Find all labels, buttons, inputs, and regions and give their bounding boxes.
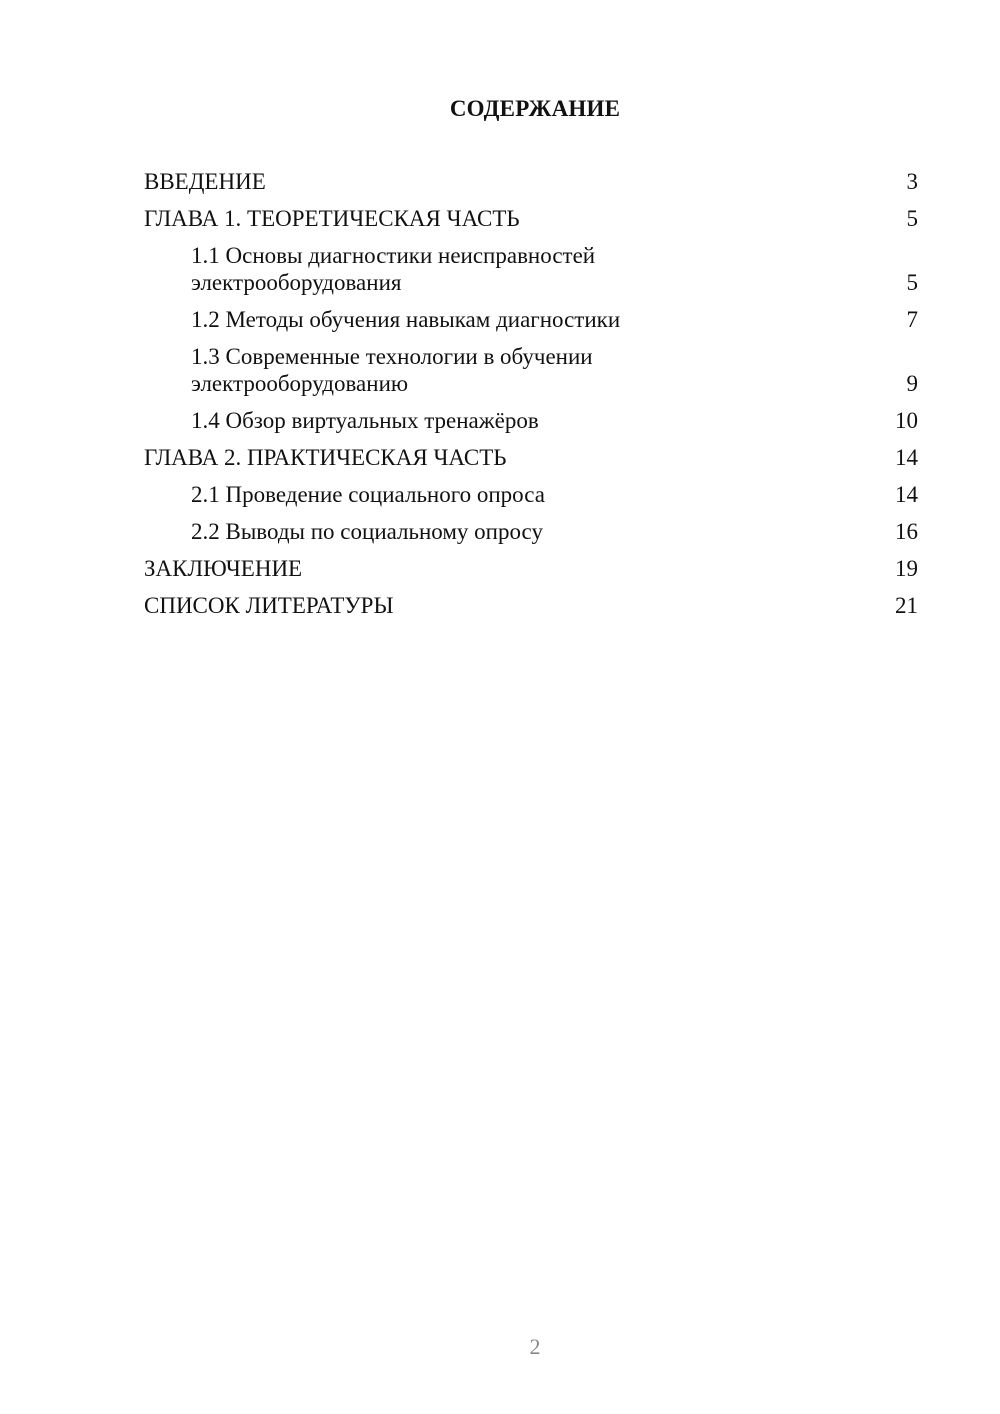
table-of-contents <box>144 168 918 629</box>
toc-entry-label: 2.2 Выводы по социальному опросу <box>191 519 543 544</box>
toc-entry-section-1-2[interactable] <box>144 306 918 333</box>
toc-entry-chapter-2[interactable] <box>144 444 918 471</box>
toc-entry-page: 10 <box>895 408 918 433</box>
toc-entry-references[interactable] <box>144 592 918 619</box>
toc-entry-label: ГЛАВА 1. ТЕОРЕТИЧЕСКАЯ ЧАСТЬ <box>144 206 520 231</box>
toc-entry-page: 9 <box>906 371 918 396</box>
toc-entry-page: 19 <box>895 556 918 581</box>
toc-entry-page: 21 <box>895 593 918 618</box>
toc-entry-introduction[interactable] <box>144 168 918 195</box>
toc-entry-page: 16 <box>895 519 918 544</box>
toc-entry-page: 14 <box>895 445 918 470</box>
page-number: 2 <box>529 1334 541 1359</box>
toc-entry-section-1-4[interactable] <box>144 407 918 434</box>
toc-entry-section-1-3[interactable] <box>144 343 918 397</box>
toc-entry-page: 7 <box>906 307 918 332</box>
toc-entry-section-2-2[interactable] <box>144 518 918 545</box>
toc-title: СОДЕРЖАНИЕ <box>449 96 621 121</box>
toc-entry-page: 5 <box>906 206 918 231</box>
toc-entry-chapter-1[interactable] <box>144 205 918 232</box>
toc-entry-label: 1.2 Методы обучения навыкам диагностики <box>191 307 621 332</box>
toc-entry-page: 3 <box>906 169 918 194</box>
toc-entry-label: ВВЕДЕНИЕ <box>144 169 266 194</box>
toc-entry-section-1-1[interactable] <box>144 242 918 296</box>
toc-entry-label: ГЛАВА 2. ПРАКТИЧЕСКАЯ ЧАСТЬ <box>144 445 507 470</box>
toc-entry-section-2-1[interactable] <box>144 481 918 508</box>
toc-entry-page: 5 <box>906 270 918 295</box>
toc-entry-label: СПИСОК ЛИТЕРАТУРЫ <box>144 593 394 618</box>
toc-entry-page: 14 <box>895 482 918 507</box>
toc-entry-label: 1.1 Основы диагностики неисправностей электрооборудования <box>191 243 596 295</box>
toc-entry-label: ЗАКЛЮЧЕНИЕ <box>144 556 303 581</box>
toc-entry-label: 2.1 Проведение социального опроса <box>191 482 545 507</box>
toc-entry-label: 1.3 Современные технологии в обучении электрооборудованию <box>191 344 593 396</box>
toc-entry-label: 1.4 Обзор виртуальных тренажёров <box>191 408 539 433</box>
toc-entry-conclusion[interactable] <box>144 555 918 582</box>
